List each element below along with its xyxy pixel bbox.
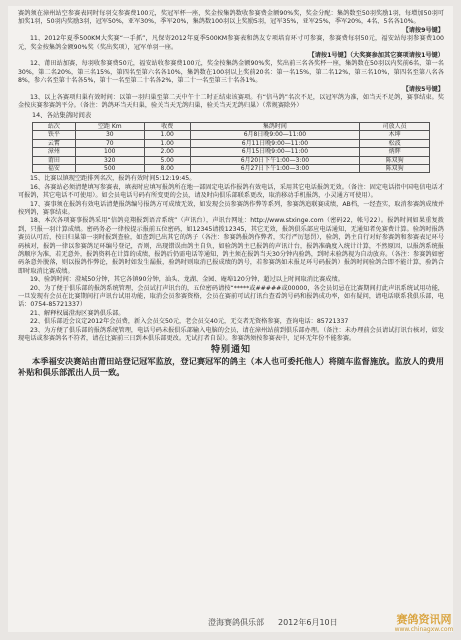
paragraph-17: 17、赛事须在报鸽有效电话清楚报鸽编号报鸽方可成绩无效，如发现会员参赛鸽作弊等系列，参赛鸽追联赛成绩，AB档，一经查实，取消参赛鸽成绩并按列鸽，赛事结束。 [18,200,444,216]
table-cell: 70 [75,139,144,147]
table-cell: 云霄 [33,139,76,147]
paragraph-12: 12、莆田站加赛，每羽收参赛费50元，福安站收参赛费100元，奖金按集鸽金额90%奖，奖出前三名各奖杯一座，集鸽数在50羽以内奖前6名，第一名30%，第二名20%，第三名15%，第四名至第六名各10%，集鸽数在100羽以上奖前20名：第一名15%，第二名12%，第三名10%，第四名至第八名各8%，参六名至第十名各5%，第十一名至第二十名各2%，第二十一名至第三十名各1%。 [18,60,444,85]
key-hint: 【请按9号键】 [402,26,444,34]
column-header: 收费 [144,122,190,130]
watermark-title: 赛鸽资讯网 [396,612,452,626]
table-row [33,148,430,156]
table-cell: 6月20日下午1:00—3:00 [190,156,360,164]
paragraph-23: 23、为方便了俱乐部的报鸽系统管理，电话号码未报俱乐部输入电脑的会员，请在漳州站前到俱乐部办理。（备注：未办理前会员请试打讯台核对，如发现电话或参赛鸽名不符者，请在比赛前三日到本俱乐部更改。无试打者自误）。参赛鸽须按参赛表中，足环无年份不能参赛。 [18,326,444,343]
table-row [33,131,430,139]
paragraph-rules-intro: 赛鸽须在漳州站空参赛表同时每羽交参赛费100元，奖冠军杯一座，奖金按集鸽数收参赛费金额90%奖，奖金分配：集鸽数至50羽奖励1羽，每增加50羽可加奖1羽，50羽内奖励3羽，冠军50%，亚军30%，季军20%，集鸽数100羽以上奖励5羽，冠军35%，亚军25%，季军20%，4名、5名各10%。 [18,10,444,26]
schedule-table [32,122,430,173]
table-cell: 5.00 [144,156,190,164]
table-title: 14、各站集鸽时间表 [32,110,92,119]
table-cell: 320 [75,156,144,164]
watermark-url: www.chinagxw.com [394,625,454,633]
table-row [33,164,430,172]
table-cell: 30 [75,131,144,139]
table-cell: 莆田 [33,156,76,164]
table-row [33,139,430,147]
table-cell: 陈双狗 [360,156,430,164]
table-cell: 漳州 [33,148,76,156]
table-cell: 6月8日晚9:00—11:00 [190,131,360,139]
watermark-logo [391,610,457,636]
signature-line [208,617,338,628]
signature-org: 澄海赛鸽俱乐部 [208,618,264,627]
key-hint: 【请按5号键】 [402,85,444,93]
key-hint-text: 【请按1号键】 [308,52,350,60]
notice-title: 特别通知 [210,345,251,356]
paragraph-16: 16、各赛站必须清楚填写参赛表，填表时应填写报鸽所在地一部固定电话作报鸽有效电话，采用其它电话报鸽无效。（备注：固定电话指中国电信电话才可报鸽，其它电话不可使用）。如会员电话号码有所变更的会员，请及时向俱乐部联系更改，取消移动手机报鸽，小灵通方可使用）。 [18,183,444,200]
paragraph-19: 19、验鸽时间：澄城50分钟，其它各镇90分钟，汕头、龙湖、金园、庵埠120分钟，超过以上时间取消比赛成绩。 [30,276,344,284]
paragraph-13: 13、以上各赛项归巢有效时间：以第一羽归巢至第二天中午十二时正结束该赛项。有“信马鸽”名次不足，以冠军鸽为准，如当天不足鸽，赛事结束。奖金按庆赛参赛鸽平分。（备注：鸽鸽环当天归巢，验关当天无鸽归巢，验关当天无鸽归巢）（常规赛除外） [18,94,444,110]
table-cell: 2.00 [144,148,190,156]
key-hint-text: （大奖赛参加其它赛项请按1号键） [349,52,444,60]
paragraph-15: 15、比赛以镇现空距排列名次，报鸽有效时间5:12:19:45。 [30,175,196,183]
table-cell: 500 [75,164,144,172]
column-header: 司放人员 [360,122,430,130]
table-cell: 福安 [33,164,76,172]
table-cell: 炳辉 [360,148,430,156]
table-cell: 100 [75,148,144,156]
document-page [8,6,453,632]
signature-date: 2012年6月10日 [278,618,338,627]
column-header: 空距 Km [75,122,144,130]
table-cell: 1.00 [144,131,190,139]
table-cell: 8.00 [144,164,190,172]
paragraph-21: 21、解释权属澄海区赛鸽俱乐部。 [30,309,125,317]
table-cell: 松波 [360,139,430,147]
column-header: 集鸽时间 [190,122,360,130]
table-row [33,156,430,164]
notice-body: 本季福安决赛站由莆田站登记冠军监放，登记赛冠军的鸽主（本人也可委托他人）将随车监督施放。监放人的费用补贴和俱乐部派出人员一致。 [18,356,444,378]
paragraph-20: 20、为了便于俱乐部的报鸽系统管理，会员试打声讯台的，五位密码请按“*****或#####或00000，各会员切忌在比赛期间打此声讯系统试用功能，一旦发现有会员在比赛期间打声讯台试用功能，取消会员参赛资格，会员在赛前可试打讯台查看鸽号码和报鸽成功率，如有疑问，请电话联系我俱乐部，电话：0754-85721337） [18,284,444,309]
table-header-row [33,122,430,130]
table-cell: 6月27日下午1:00—3:00 [190,164,360,172]
table-cell: 1.00 [144,139,190,147]
table-cell: 6月11日晚9:00—11:00 [190,139,360,147]
document-content [18,10,444,378]
table-cell: 木坤 [360,131,430,139]
table-cell: 铁平 [33,131,76,139]
paragraph-11: 11、2012年夏季500KM大奖赛“一手抓”，凡保寄2012年夏季500KM参赛表和鸽友专项培育环寸可参赛，参赛费每羽50元，福安站每羽参赛费100元，奖金按集鸽金额90%奖（奖出奖项），冠军单羽一座。 [18,35,444,51]
paragraph-18: 18、本次各项赛事报鸽采用“信鸽竞翔报到语音系统”（声讯台），声讯台网址：http://www.stxinge.com（密码22，帐号22）。报鸽时间如果重复拨到，只报一羽计算成绩。密码务必一律按提示报前五位密码，如12345请拨12345，其它无效，报鸽俱乐部应电话通知，无通知者免赛费计算。验鸽时报鸽赛员认可后，按日归巢第一羽时报到查验，如查到已出其它的鸽子（各注：参赛鸽报鸽作弊者，实行严厉惩罚），验鸽，鸽主自行对好参赛鸽和参赛表足环号码核对，报鸽一律以参赛鸽足环编号登记，否则，出现错误由鸽主自负，如验鸽鸽主已报鸽的声讯计台，报鸽准确度入统计计算，不然原因，以报鸽系统报鸽顺序为准，若无意外，报鸽资料在计算的成绩，报鸽后仍需电话等通知，鸽主须在报鸽当天30分钟内验鸽，到时未验鸽视为自动放弃。（各注：参赛鸽如密码条意外脱落，则以报鸽作弊论，报鸽时如发生漏报，验鸽时则取消已报成绩的鸽号，若参赛鸽如未报足环号码报鸽）报鸽时间验鸽合即不能计算，验鸽合即时取消比赛成绩。 [18,217,444,275]
paragraph-22: 22、俱乐部近会议定2012年会员费，新入会员交50元，老会员交40元，无交者无资格参赛，查询电话：85721337 [30,318,349,326]
table-cell: 陈双狗 [360,164,430,172]
table-cell: 6月15日晚9:00—11:00 [190,148,360,156]
column-header: 站次 [33,122,76,130]
